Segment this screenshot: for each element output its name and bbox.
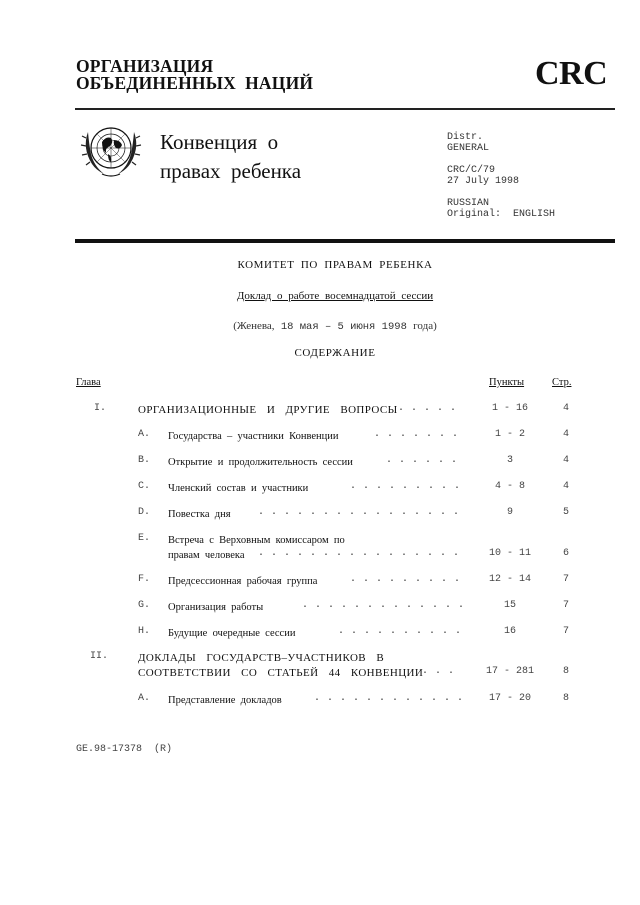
toc-row-title: Государства – участники Конвенции: [168, 431, 339, 442]
toc-row-points: 3: [506, 455, 513, 466]
toc-row-leader: . . . . . . . . . . . . . . . .: [258, 507, 460, 518]
toc-row-points: 10 - 11: [488, 548, 531, 559]
distribution-value: GENERAL: [447, 143, 490, 154]
contents-heading: СОДЕРЖАНИЕ: [294, 347, 376, 359]
convention-title-line-1: Конвенция о: [160, 130, 279, 154]
toc-row-points: 12 - 14: [488, 574, 531, 585]
document-series-symbol: CRC: [535, 55, 608, 92]
toc-row-title: Организация работы: [168, 602, 264, 613]
toc-row-title: Открытие и продолжительность сессии: [168, 457, 353, 468]
toc-header-page: Стр.: [552, 377, 572, 388]
convention-title: [160, 128, 301, 186]
committee-heading: КОМИТЕТ ПО ПРАВАМ РЕБЕНКА: [237, 259, 433, 271]
toc-row-leader: . . . . . . .: [374, 429, 459, 440]
toc-row-number: F.: [138, 574, 151, 585]
toc-row-number: II.: [90, 651, 109, 662]
toc-row-number: B.: [138, 455, 151, 466]
toc-row-title: Встреча с Верховным комиссаром по: [168, 535, 345, 546]
job-number: GE.98-17378 (R): [76, 744, 173, 755]
toc-row-page: 4: [562, 455, 569, 466]
toc-row-points: 1 - 2: [494, 429, 525, 440]
toc-row-number: I.: [94, 403, 107, 414]
toc-row-points: 17 - 281: [485, 666, 534, 677]
un-emblem-icon: [78, 118, 144, 182]
toc-row-title: ДОКЛАДЫ ГОСУДАРСТВ–УЧАСТНИКОВ В: [138, 652, 385, 664]
document-date: 27 July 1998: [447, 176, 520, 187]
original-language: Original: ENGLISH: [447, 209, 556, 220]
toc-row-title: Представление докладов: [168, 695, 282, 706]
toc-row-leader: . . . . .: [398, 403, 457, 414]
toc-row-page: 7: [562, 600, 569, 611]
toc-row-leader: . . . . . . . . .: [350, 481, 461, 492]
toc-row-points: 15: [503, 600, 516, 611]
document-metadata: [447, 132, 555, 220]
toc-row-leader: . . . . . . . . . . . .: [314, 693, 464, 704]
toc-row-title: ОРГАНИЗАЦИОННЫЕ И ДРУГИЕ ВОПРОСЫ: [138, 404, 398, 416]
toc-row-points: 1 - 16: [491, 403, 528, 414]
toc-row-points: 4 - 8: [494, 481, 525, 492]
toc-row-number: A.: [138, 429, 151, 440]
toc-row-title: Повестка дня: [168, 509, 231, 520]
toc-row-leader: . . . . . . . . . .: [338, 626, 462, 637]
toc-row-leader: . . . . . .: [386, 455, 458, 466]
toc-header-chapter: Глава: [76, 377, 101, 388]
toc-row-title-continued: правам человека: [168, 550, 245, 561]
toc-row-page: 6: [562, 548, 569, 559]
toc-row-number: C.: [138, 481, 151, 492]
toc-row-number: H.: [138, 626, 151, 637]
toc-row-number: E.: [138, 533, 151, 544]
document-language: RUSSIAN: [447, 198, 490, 209]
toc-row-page: 7: [562, 574, 569, 585]
distr-label: Distr.: [447, 132, 484, 143]
toc-row-points: 17 - 20: [488, 693, 531, 704]
toc-row-page: 5: [562, 507, 569, 518]
toc-row-leader: . . .: [422, 666, 455, 677]
toc-row-page: 8: [562, 666, 569, 677]
masthead-divider: [75, 239, 615, 243]
toc-header-points: Пункты: [489, 377, 525, 388]
toc-row-page: 4: [562, 403, 569, 414]
venue-close: года): [413, 320, 437, 332]
toc-row-points: 16: [503, 626, 516, 637]
toc-row-page: 4: [562, 429, 569, 440]
venue-open: (Женева,: [233, 320, 275, 332]
org-line-1: ОРГАНИЗАЦИЯ: [76, 56, 214, 76]
venue-dates: [0, 320, 640, 333]
toc-row-page: 4: [562, 481, 569, 492]
venue-date-range: 18 мая – 5 июня 1998: [274, 321, 414, 333]
toc-row-number: G.: [138, 600, 151, 611]
org-line-2: ОБЪЕДИНЕННЫХ НАЦИЙ: [76, 73, 314, 93]
toc-row-page: 7: [562, 626, 569, 637]
toc-row-leader: . . . . . . . . . . . . . . . .: [258, 548, 460, 559]
toc-row-title: Членский состав и участники: [168, 483, 309, 494]
header-divider: [75, 108, 615, 110]
organization-name: [76, 58, 313, 92]
convention-title-line-2: правах ребенка: [160, 159, 302, 183]
toc-row-leader: . . . . . . . . . . . . .: [302, 600, 465, 611]
toc-row-page: 8: [562, 693, 569, 704]
toc-row-leader: . . . . . . . . .: [350, 574, 461, 585]
toc-row-number: A.: [138, 693, 151, 704]
toc-row-points: 9: [506, 507, 513, 518]
report-title: Доклад о работе восемнадцатой сессии: [236, 290, 434, 302]
toc-row-title: Предсессионная рабочая группа: [168, 576, 318, 587]
toc-row-title: Будущие очередные сессии: [168, 628, 296, 639]
toc-row-number: D.: [138, 507, 151, 518]
document-symbol: CRC/C/79: [447, 165, 496, 176]
toc-row-title-continued: СООТВЕТСТВИИ СО СТАТЬЕЙ 44 КОНВЕНЦИИ: [138, 667, 424, 679]
